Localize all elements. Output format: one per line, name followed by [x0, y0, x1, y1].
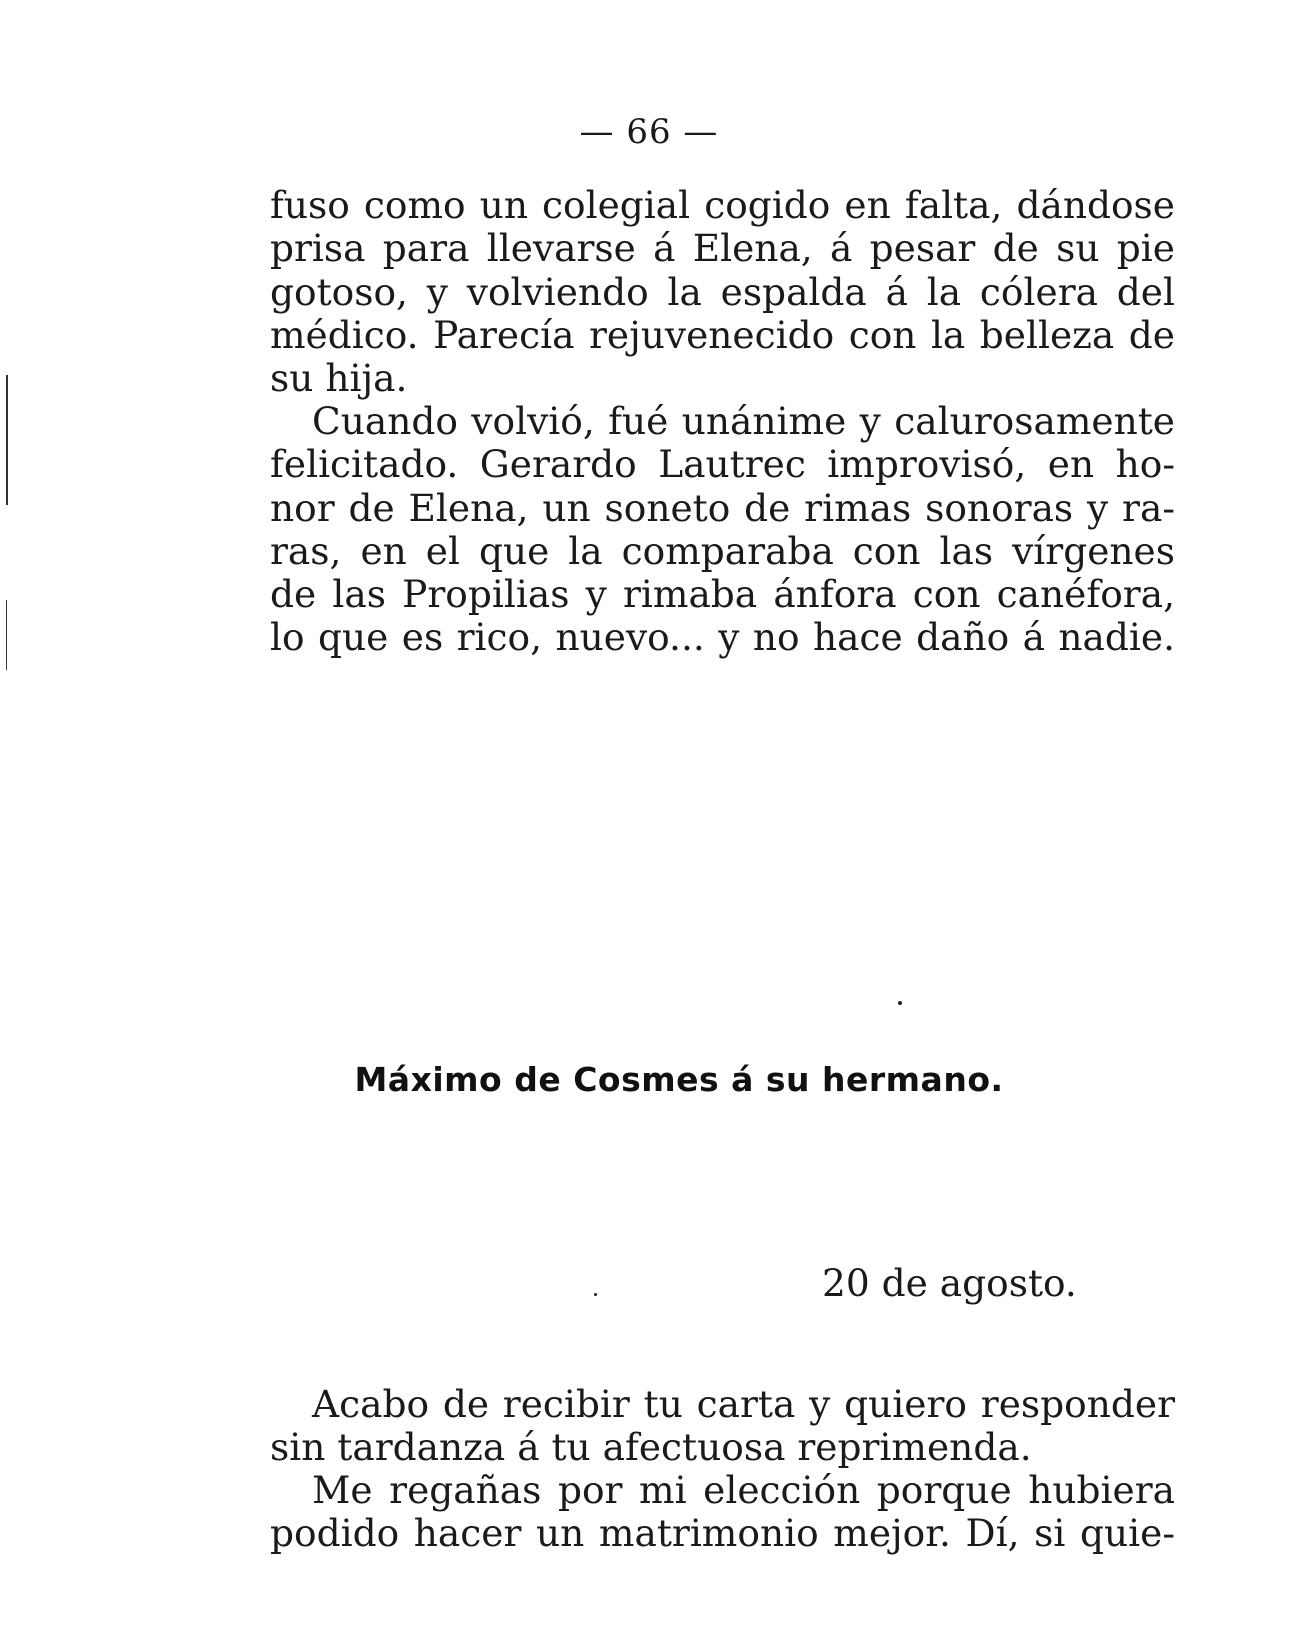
- page-number: — 66 —: [579, 112, 719, 152]
- text-line: Me regañas por mi elección porque hubiera: [312, 1468, 1175, 1512]
- paragraph-4: [270, 1469, 1175, 1556]
- text-line: sin tardanza á tu afectuosa reprimenda.: [270, 1425, 1032, 1470]
- paragraph-1: [270, 184, 1175, 400]
- scan-speck: [594, 1293, 597, 1296]
- letter-date: 20 de agosto.: [822, 1261, 1077, 1305]
- text-line: médico. Parecía rejuvenecido con la belleza de: [270, 312, 1175, 357]
- text-line: felicitado. Gerardo Lautrec improvisó, en ho-: [270, 442, 1175, 487]
- text-line: prisa para llevarse á Elena, á pesar de su pie: [270, 226, 1175, 271]
- text-line: podido hacer un matrimonio mejor. Dí, si quie-: [270, 1511, 1175, 1556]
- text-line: Acabo de recibir tu carta y quiero responder: [312, 1382, 1175, 1426]
- text-line: nor de Elena, un soneto de rimas sonoras y ra-: [270, 485, 1175, 530]
- scan-margin-mark: [6, 600, 7, 670]
- text-line: fuso como un colegial cogido en falta, dándose: [270, 183, 1175, 227]
- letter-heading: Máximo de Cosmes á su hermano.: [354, 1060, 1004, 1099]
- text-line: lo que es rico, nuevo... y no hace daño á nadie.: [270, 615, 1175, 660]
- text-line: su hija.: [270, 356, 408, 401]
- paragraph-3: [270, 1383, 1175, 1470]
- scan-speck: [898, 1001, 902, 1005]
- text-line: gotoso, y volviendo la espalda á la cólera del: [270, 269, 1175, 314]
- text-line: de las Propilias y rimaba ánfora con canéfora,: [270, 572, 1175, 617]
- paragraph-2: [270, 400, 1175, 660]
- scan-margin-mark: [6, 375, 8, 505]
- text-line: ras, en el que la comparaba con las vírgenes: [270, 528, 1175, 573]
- text-line: Cuando volvió, fué unánime y calurosamente: [312, 399, 1175, 443]
